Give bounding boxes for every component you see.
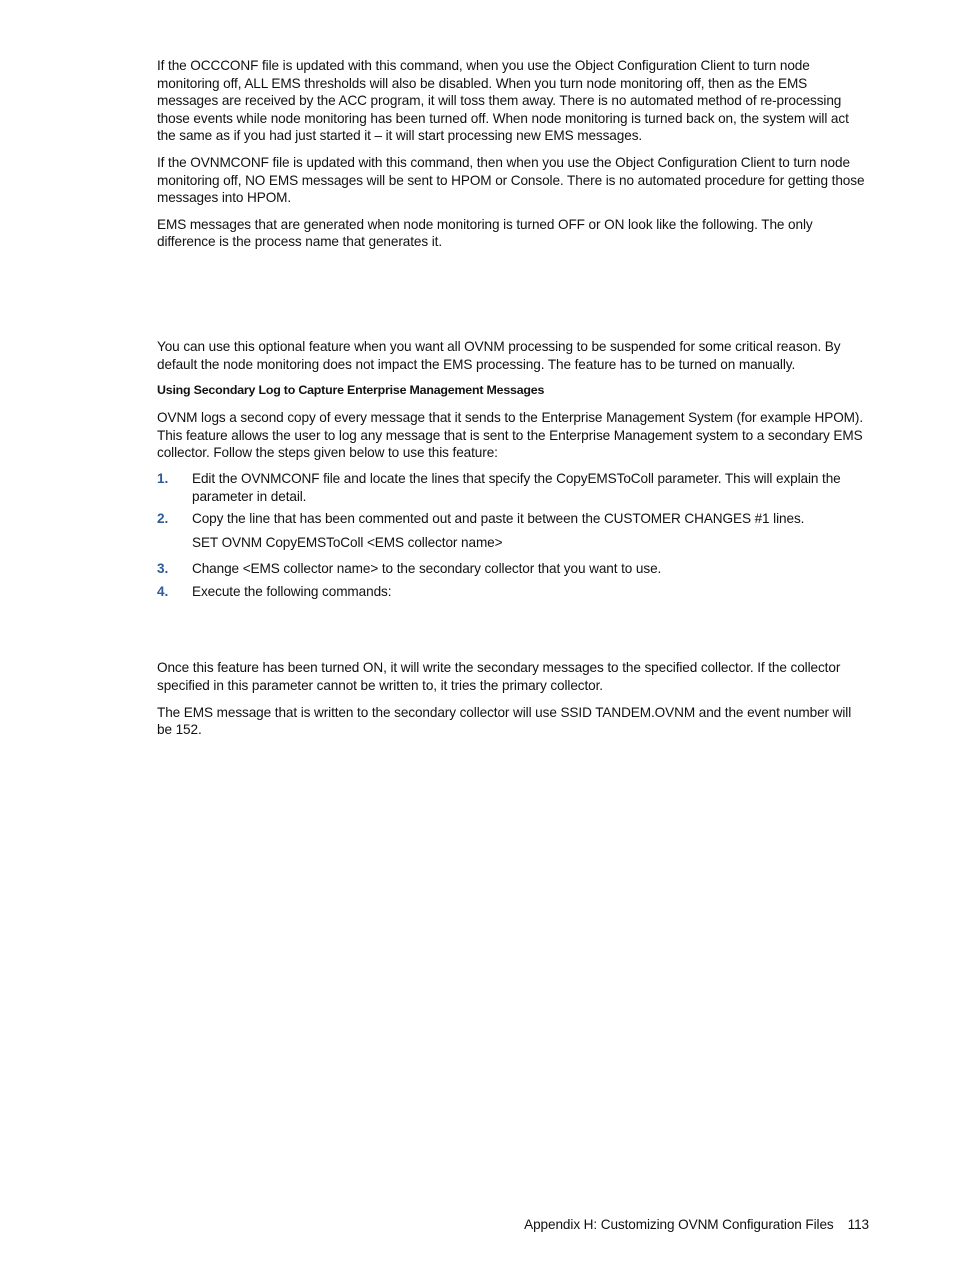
page-number: 113 xyxy=(847,1217,869,1232)
page-footer xyxy=(500,1216,869,1233)
paragraph-ovnmconf: If the OVNMCONF file is updated with this command, then when you use the Object Configuration Client to turn node monitoring off, NO EMS messages will be sent to HPOM or Console. There is no automated procedure for getting those messages into HPOM. xyxy=(157,154,865,206)
step-text: Change <EMS collector name> to the secondary collector that you want to use. xyxy=(192,561,662,577)
paragraph-ems-messages: EMS messages that are generated when node monitoring is turned OFF or ON look like the following. The only difference is the process name that generates it. xyxy=(157,216,813,250)
step-item xyxy=(157,470,869,505)
section-heading: Using Secondary Log to Capture Enterprise Management Messages xyxy=(157,383,545,398)
step-number: 1. xyxy=(157,470,169,486)
paragraph-ssid: The EMS message that is written to the secondary collector will use SSID TANDEM.OVNM and the event number will be 152. xyxy=(157,704,852,738)
step-number: 2. xyxy=(157,511,169,527)
step-item xyxy=(157,583,869,601)
step-number: 3. xyxy=(157,561,169,577)
step-number: 4. xyxy=(157,583,169,599)
paragraph-secondary-intro: OVNM logs a second copy of every message that it sends to the Enterprise Management System (for example HPOM). This feature allows the user to log any message that is sent to the Enterprise Management system to a secondary EMS collector. Follow the steps given below to use this feature: xyxy=(157,410,864,461)
paragraph-optional-feature: You can use this optional feature when you want all OVNM processing to be suspended for some critical reason. By default the node monitoring does not impact the EMS processing. The feature has to be turned on manually. xyxy=(157,338,841,372)
step-item xyxy=(157,510,869,551)
paragraph-once-on: Once this feature has been turned ON, it will write the secondary messages to the specified collector. If the collector specified in this parameter cannot be written to, it tries the primary collector. xyxy=(157,660,841,694)
page-content xyxy=(157,57,869,739)
footer-title: Appendix H: Customizing OVNM Configuration Files xyxy=(524,1217,834,1232)
step-text: Edit the OVNMCONF file and locate the lines that specify the CopyEMSToColl parameter. This will explain the parameter in detail. xyxy=(192,470,841,504)
step-command: SET OVNM CopyEMSToColl <EMS collector name> xyxy=(192,534,503,550)
paragraph-occconf: If the OCCCONF file is updated with this command, when you use the Object Configuration Client to turn node monitoring off, ALL EMS thresholds will also be disabled. When you turn node monitoring off, then as the EMS messages are received by the ACC program, it will toss them away. There is no automated method of re-processing those events while node monitoring has been turned off. When node monitoring is turned back on, the system will act the same as if you had just started it – it will start processing new EMS messages. xyxy=(157,58,849,144)
step-item xyxy=(157,560,869,578)
step-text: Copy the line that has been commented out and paste it between the CUSTOMER CHANGES #1 lines. xyxy=(192,511,805,527)
step-text: Execute the following commands: xyxy=(192,583,392,599)
steps-list xyxy=(157,470,869,601)
